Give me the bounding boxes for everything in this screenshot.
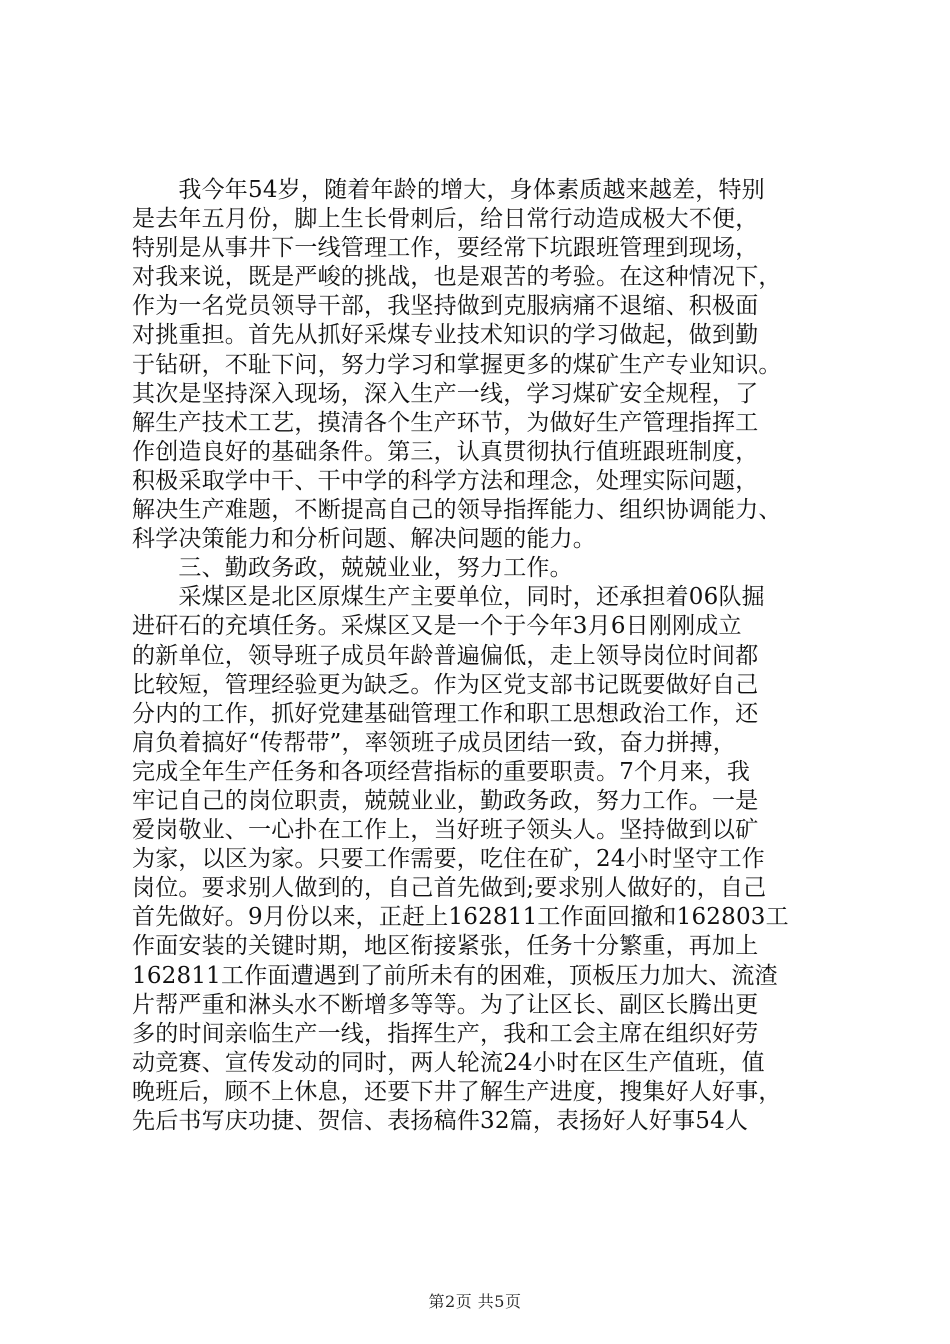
text-line: 片帮严重和淋头水不断增多等等。为了让区长、副区长腾出更	[132, 991, 759, 1018]
text-line: 特别是从事井下一线管理工作，要经常下坑跟班管理到现场，	[132, 235, 759, 262]
text-line: 解决生产难题，不断提高自己的领导指挥能力、组织协调能力、	[132, 497, 782, 524]
text-line: 采煤区是北区原煤生产主要单位，同时，还承担着06队掘	[132, 584, 765, 611]
text-line: 对我来说，既是严峻的挑战，也是艰苦的考验。在这种情况下，	[132, 264, 782, 291]
text-line: 作为一名党员领导干部，我坚持做到克服病痛不退缩、积极面	[132, 293, 759, 320]
text-line: 比较短，管理经验更为缺乏。作为区党支部书记既要做好自己	[132, 671, 759, 698]
section-heading: 三、勤政务政，兢兢业业，努力工作。	[132, 555, 573, 582]
page-number-footer: 第2页 共5页	[428, 1292, 522, 1311]
text-line: 先后书写庆功捷、贺信、表扬稿件32篇，表扬好人好事54人	[132, 1108, 749, 1134]
text-line: 肩负着搞好“传帮带”，率领班子成员团结一致，奋力拼搏，	[132, 729, 736, 756]
text-line: 首先做好。9月份以来，正赶上162811工作面回撤和162803工	[132, 904, 789, 931]
text-line: 动竞赛、宣传发动的同时，两人轮流24小时在区生产值班，值	[132, 1049, 765, 1076]
text-line: 作创造良好的基础条件。第三，认真贯彻执行值班跟班制度，	[132, 438, 759, 465]
text-line: 于钻研，不耻下问，努力学习和掌握更多的煤矿生产专业知识。	[132, 351, 782, 378]
text-line: 积极采取学中干、干中学的科学方法和理念，处理实际问题，	[132, 467, 759, 494]
text-line: 对挑重担。首先从抓好采煤专业技术知识的学习做起，做到勤	[132, 322, 759, 349]
text-line: 我今年54岁，随着年龄的增大，身体素质越来越差，特别	[132, 177, 765, 203]
text-line: 科学决策能力和分析问题、解决问题的能力。	[132, 526, 596, 553]
text-line: 为家，以区为家。只要工作需要，吃住在矿，24小时坚守工作	[132, 846, 765, 873]
text-line: 完成全年生产任务和各项经营指标的重要职责。7个月来，我	[132, 758, 751, 785]
text-line: 牢记自己的岗位职责，兢兢业业，勤政务政，努力工作。一是	[132, 787, 759, 814]
text-line: 晚班后，顾不上休息，还要下井了解生产进度，搜集好人好事，	[132, 1078, 782, 1105]
text-line: 岗位。要求别人做到的，自己首先做到;要求别人做好的，自己	[132, 875, 767, 902]
text-line: 多的时间亲临生产一线，指挥生产，我和工会主席在组织好劳	[132, 1020, 759, 1047]
text-line: 解生产技术工艺，摸清各个生产环节，为做好生产管理指挥工	[132, 409, 759, 436]
text-line: 爱岗敬业、一心扑在工作上，当好班子领头人。坚持做到以矿	[132, 817, 759, 844]
text-line: 分内的工作，抓好党建基础管理工作和职工思想政治工作，还	[132, 700, 759, 727]
document-body	[132, 176, 826, 1136]
text-line: 作面安装的关键时期，地区衔接紧张，任务十分繁重，再加上	[132, 933, 759, 960]
text-line: 的新单位，领导班子成员年龄普遍偏低，走上领导岗位时间都	[132, 642, 759, 669]
text-line: 其次是坚持深入现场，深入生产一线，学习煤矿安全规程，了	[132, 380, 759, 407]
text-line: 162811工作面遭遇到了前所未有的困难，顶板压力加大、流渣	[132, 962, 778, 989]
text-line: 进矸石的充填任务。采煤区又是一个于今年3月6日刚刚成立	[132, 613, 742, 640]
text-line: 是去年五月份，脚上生长骨刺后，给日常行动造成极大不便，	[132, 206, 759, 233]
